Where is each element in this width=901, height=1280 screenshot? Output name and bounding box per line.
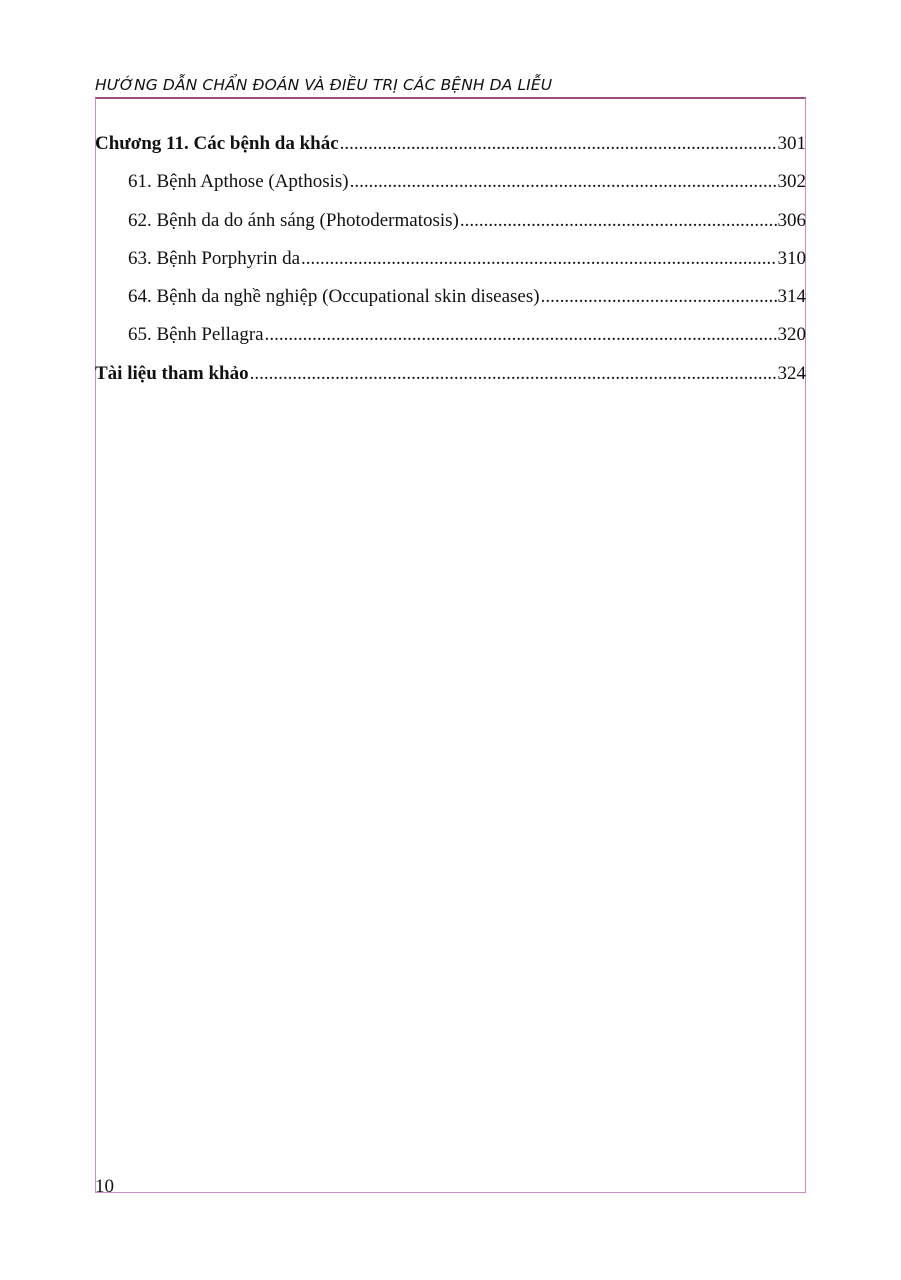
toc-entry-64[interactable] xyxy=(95,283,806,321)
toc-dot-leader xyxy=(350,168,777,196)
toc-entry-page: 302 xyxy=(777,171,806,193)
toc-dot-leader xyxy=(340,130,777,158)
toc-dot-leader xyxy=(265,321,777,349)
table-of-contents xyxy=(95,130,806,398)
toc-entry-label: 64. Bệnh da nghề nghiệp (Occupational skin diseases) xyxy=(128,286,540,308)
toc-entry-page: 301 xyxy=(777,133,806,154)
toc-entry-62[interactable] xyxy=(95,207,806,245)
toc-entry-page: 320 xyxy=(777,324,806,346)
toc-entry-references[interactable] xyxy=(95,360,806,398)
toc-entry-label: 61. Bệnh Apthose (Apthosis) xyxy=(128,171,349,193)
toc-dot-leader xyxy=(460,207,777,235)
page-number: 10 xyxy=(95,1176,114,1197)
toc-entry-label: Chương 11. Các bệnh da khác xyxy=(95,133,339,154)
toc-entry-63[interactable] xyxy=(95,245,806,283)
toc-entry-61[interactable] xyxy=(95,168,806,206)
running-header: HƯỚNG DẪN CHẨN ĐOÁN VÀ ĐIỀU TRỊ CÁC BỆNH DA LIỄU xyxy=(95,76,553,94)
toc-entry-label: 62. Bệnh da do ánh sáng (Photodermatosis) xyxy=(128,209,459,231)
toc-entry-65[interactable] xyxy=(95,321,806,359)
toc-entry-page: 306 xyxy=(777,209,806,231)
toc-entry-label: 63. Bệnh Porphyrin da xyxy=(128,247,301,269)
toc-entry-page: 324 xyxy=(777,362,806,384)
toc-entry-page: 314 xyxy=(777,286,806,308)
toc-entry-label: Tài liệu tham khảo xyxy=(95,362,249,384)
toc-entry-page: 310 xyxy=(777,247,806,269)
toc-dot-leader xyxy=(250,360,777,388)
toc-dot-leader xyxy=(301,245,776,273)
toc-dot-leader xyxy=(541,283,777,311)
toc-entry-label: 65. Bệnh Pellagra xyxy=(128,324,264,346)
toc-entry-chapter-11[interactable] xyxy=(95,130,806,168)
